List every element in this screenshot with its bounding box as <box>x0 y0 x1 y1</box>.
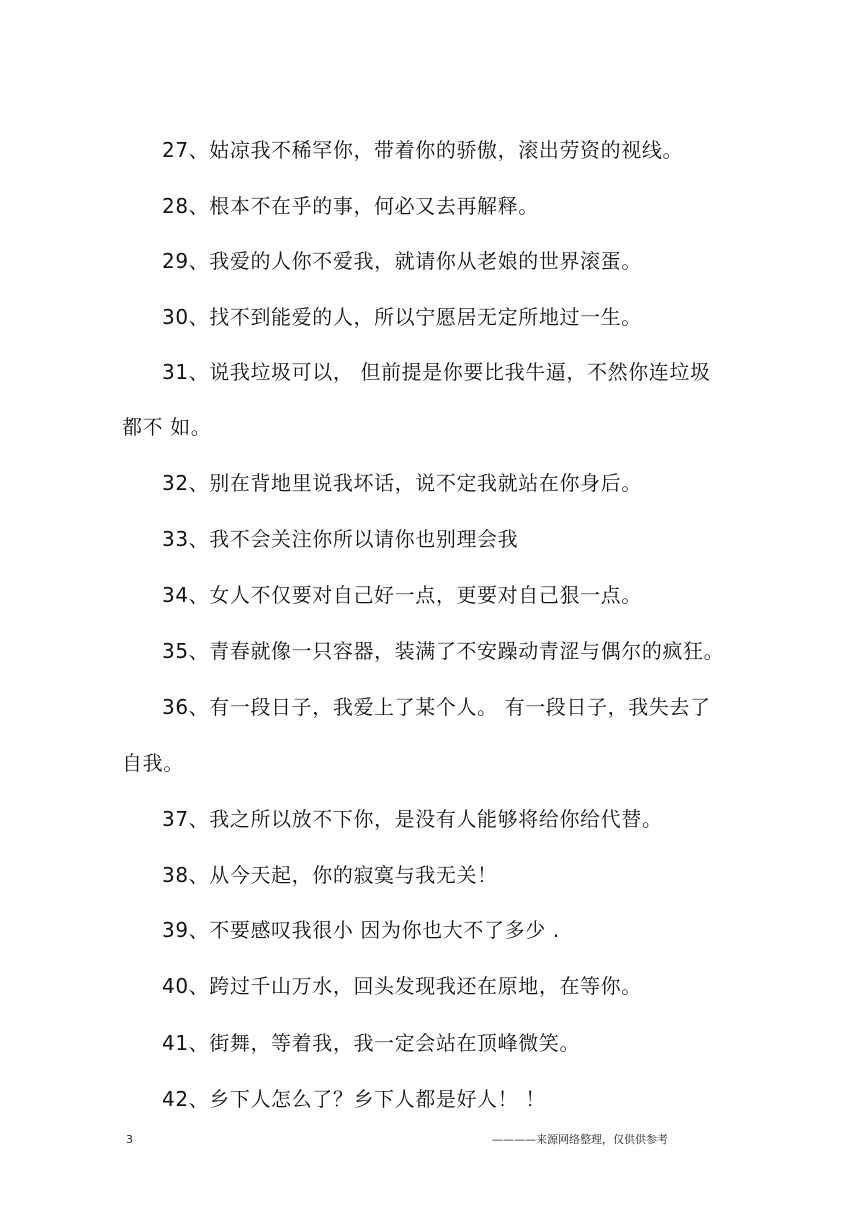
quote-line-32: 32、别在背地里说我坏话，说不定我就站在你身后。 <box>162 471 642 495</box>
quote-line-31: 31、说我垃圾可以， 但前提是你要比我牛逼，不然你连垃圾 <box>162 360 711 384</box>
source-note: ————来源网络整理，仅供供参考 <box>492 1133 668 1146</box>
quote-line-36: 36、有一段日子，我爱上了某个人。 有一段日子，我失去了 <box>162 695 711 719</box>
quote-line-40: 40、跨过千山万水，回头发现我还在原地，在等你。 <box>162 974 642 998</box>
quote-line-31-continued: 都不 如。 <box>122 415 212 439</box>
quote-line-27: 27、姑凉我不稀罕你，带着你的骄傲，滚出劳资的视线。 <box>162 138 684 162</box>
quote-line-38: 38、从今天起，你的寂寞与我无关！ <box>162 863 498 887</box>
quote-line-41: 41、街舞，等着我，我一定会站在顶峰微笑。 <box>162 1031 581 1055</box>
quote-line-39: 39、不要感叹我很小 因为你也大不了多少 . <box>162 918 560 942</box>
quote-line-36-continued: 自我。 <box>122 751 184 775</box>
quote-line-37: 37、我之所以放不下你，是没有人能够将给你给代替。 <box>162 807 663 831</box>
quote-line-33: 33、我不会关注你所以请你也别理会我 <box>162 527 519 551</box>
quote-line-30: 30、找不到能爱的人，所以宁愿居无定所地过一生。 <box>162 305 642 329</box>
page-number: 3 <box>126 1133 133 1146</box>
quote-line-29: 29、我爱的人你不爱我，就请你从老娘的世界滚蛋。 <box>162 249 642 273</box>
quote-line-42: 42、乡下人怎么了？乡下人都是好人！ ！ <box>162 1087 546 1111</box>
quote-line-34: 34、女人不仅要对自己好一点，更要对自己狠一点。 <box>162 583 642 607</box>
quote-line-35: 35、青春就像一只容器，装满了不安躁动青涩与偶尔的疯狂。 <box>162 639 725 663</box>
quote-line-28: 28、根本不在乎的事，何必又去再解释。 <box>162 194 539 218</box>
